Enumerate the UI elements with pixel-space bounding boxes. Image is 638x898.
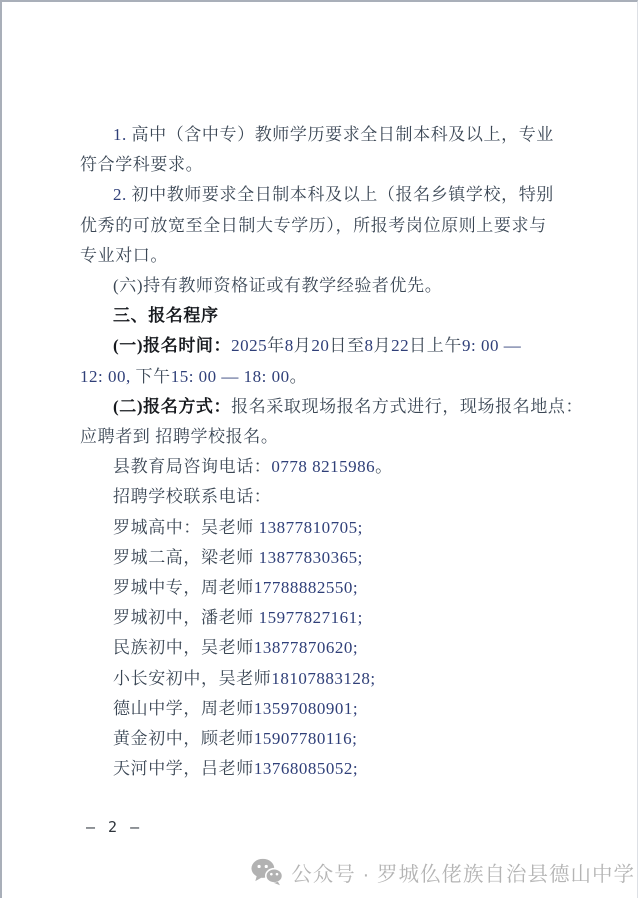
- document-line: [80, 422, 572, 452]
- text-segment: 13768085052;: [253, 759, 359, 779]
- text-segment: 民族初中，吴老师: [113, 638, 254, 658]
- document-line: [80, 573, 572, 603]
- document-line: [80, 724, 572, 754]
- text-segment: 下午: [135, 366, 171, 386]
- wechat-icon: [251, 858, 283, 886]
- text-segment: 22: [391, 336, 410, 356]
- document-line: [80, 603, 572, 633]
- text-segment: 12: 00,: [80, 366, 136, 386]
- text-segment: 初中教师要求全日制本科及以上（报名乡镇学校，特别: [131, 185, 554, 205]
- text-segment: 应聘者到 招聘学校报名。: [80, 427, 279, 447]
- text-segment: (一)报名时间：: [113, 336, 232, 356]
- text-segment: 13877810705;: [258, 517, 363, 537]
- text-segment: (六)持有教师资格证或有教学经验者优先。: [113, 276, 443, 296]
- text-segment: 月: [373, 336, 392, 356]
- text-segment: 日上午: [409, 336, 462, 356]
- text-segment: 15: 00 — 18: 00: [170, 366, 290, 386]
- text-segment: 15907780116;: [253, 729, 358, 749]
- document-line: [80, 513, 572, 543]
- text-segment: 13597080901;: [253, 698, 359, 718]
- text-segment: 2.: [113, 185, 132, 205]
- text-segment: 优秀的可放宽至全日制大专学历），所报考岗位原则上要求与: [80, 215, 547, 235]
- text-segment: 罗城初中，潘老师: [113, 608, 259, 628]
- page-number: — 2 —: [86, 818, 142, 836]
- document-line: [80, 754, 572, 784]
- footer-watermark: [251, 857, 635, 887]
- text-segment: 0778 8215986: [271, 457, 376, 477]
- text-segment: 。: [375, 457, 393, 477]
- document-line: [80, 120, 572, 150]
- document-line: [80, 362, 572, 392]
- text-segment: 。: [289, 366, 308, 386]
- document-line: [80, 392, 584, 422]
- document-line: [80, 271, 572, 301]
- text-segment: 13877870620;: [253, 638, 359, 658]
- text-segment: (二)报名方式：: [113, 396, 232, 416]
- text-segment: 日至: [329, 336, 365, 356]
- document-line: [80, 241, 572, 271]
- document-line: [80, 543, 572, 573]
- text-segment: 天河中学，吕老师: [113, 759, 254, 779]
- text-segment: 8: [364, 336, 374, 356]
- document-line: [80, 301, 572, 331]
- watermark-text: 公众号 · 罗城仫佬族自治县德山中学: [291, 863, 635, 886]
- text-segment: 2025: [231, 336, 268, 356]
- text-segment: 符合学科要求。: [80, 155, 204, 175]
- text-segment: 20: [311, 336, 330, 356]
- document-line: [80, 211, 572, 241]
- document-line: [80, 180, 572, 210]
- text-segment: 1.: [113, 125, 132, 144]
- text-segment: 黄金初中，顾老师: [113, 729, 254, 749]
- text-segment: 15977827161;: [258, 608, 363, 628]
- document-line: [80, 633, 572, 663]
- text-segment: 德山中学，周老师: [113, 698, 254, 718]
- text-segment: 报名采取现场报名方式进行，现场报名地点：: [231, 396, 584, 416]
- text-segment: 9: 00 —: [461, 336, 522, 356]
- text-segment: 罗城高中：吴老师: [113, 517, 259, 537]
- text-segment: 专业对口。: [80, 245, 168, 265]
- text-segment: 13877830365;: [258, 547, 363, 567]
- text-segment: 招聘学校联系电话：: [113, 487, 272, 507]
- document-line: [80, 482, 572, 512]
- document-line: [80, 694, 572, 724]
- text-segment: 17788882550;: [253, 578, 359, 598]
- text-segment: 月: [293, 336, 312, 356]
- document-line: [80, 664, 572, 694]
- text-segment: 罗城二高，梁老师: [113, 547, 259, 567]
- text-segment: 小长安初中，吴老师: [113, 668, 272, 688]
- text-segment: 18107883128;: [271, 668, 376, 688]
- text-segment: 三、报名程序: [113, 306, 219, 326]
- text-segment: 年: [267, 336, 285, 356]
- document-line: [80, 452, 572, 482]
- document-line: [80, 150, 572, 180]
- document-line: [80, 331, 572, 361]
- document-body: [80, 120, 584, 784]
- text-segment: 8: [284, 336, 294, 356]
- text-segment: 罗城中专，周老师: [113, 578, 254, 598]
- text-segment: 高中（含中专）教师学历要求全日制本科及以上，专业: [131, 125, 554, 144]
- text-segment: 县教育局咨询电话：: [113, 457, 272, 477]
